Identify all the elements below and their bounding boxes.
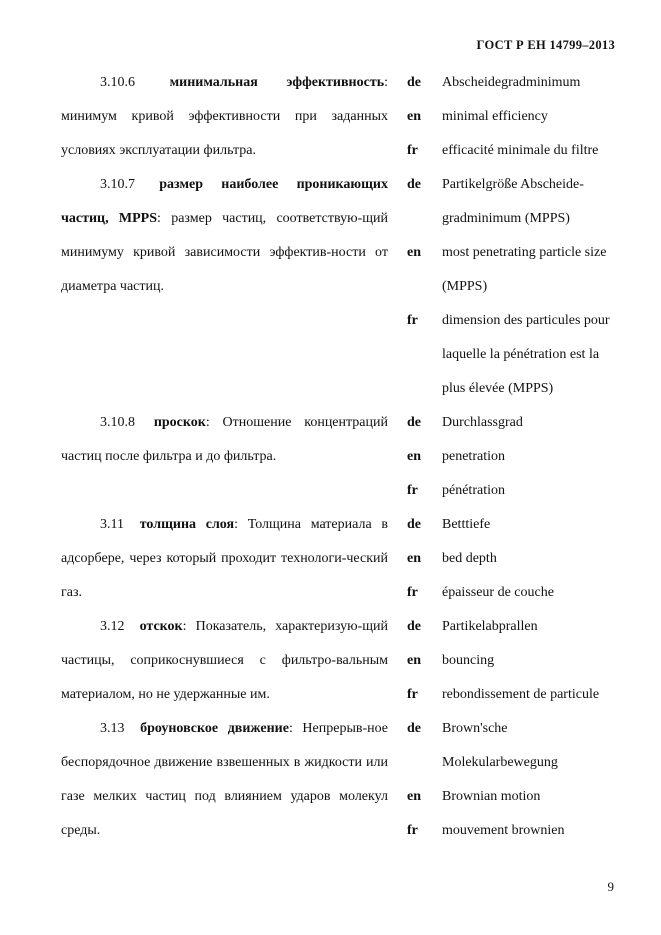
lang-code: fr [407, 687, 418, 702]
translation-text: dimension des particules pour [442, 313, 610, 328]
term-entry [61, 66, 631, 168]
term-name: броуновское движение [140, 721, 289, 736]
translation-de [388, 610, 631, 644]
translation-de [388, 406, 631, 440]
translation-text: mouvement brownien [442, 823, 565, 838]
translation-text: Partikelgröße Abscheide- [442, 177, 584, 192]
translation-text: bouncing [442, 653, 495, 668]
translation-de [388, 712, 631, 746]
translation-text: Abscheidegradminimum [442, 75, 581, 90]
term-entry [61, 712, 631, 848]
translation-text: minimal efficiency [442, 109, 548, 124]
term-entry [61, 610, 631, 712]
term-definition-ru [61, 712, 388, 848]
lang-code: en [407, 449, 421, 464]
term-number: 3.13 [100, 721, 125, 736]
term-translations [388, 406, 631, 508]
translation-text: pénétration [442, 483, 505, 498]
term-number: 3.11 [100, 517, 124, 532]
translation-text: Betttiefe [442, 517, 491, 532]
standard-header: ГОСТ Р ЕН 14799–2013 [476, 38, 615, 52]
term-name: минимальная эффективность [169, 75, 385, 90]
term-translations [388, 712, 631, 848]
term-name: отскок [139, 619, 183, 634]
translation-text: (MPPS) [442, 279, 488, 294]
translation-en [388, 780, 631, 814]
translation-text: bed depth [442, 551, 497, 566]
lang-code: de [407, 619, 421, 634]
term-name: проскок [153, 415, 206, 430]
lang-code: en [407, 245, 421, 260]
term-definition-ru [61, 610, 388, 712]
translation-text: gradminimum (MPPS) [442, 211, 570, 226]
page-number: 9 [607, 879, 614, 894]
translation-text: efficacité minimale du filtre [442, 143, 599, 158]
translation-de [388, 168, 631, 202]
term-entry [61, 168, 631, 406]
term-translations [388, 610, 631, 712]
translation-text: rebondissement de particule [442, 687, 600, 702]
terms-list [61, 66, 631, 848]
translation-de-cont [388, 202, 631, 236]
translation-fr [388, 304, 631, 338]
translation-en [388, 100, 631, 134]
lang-code: fr [407, 823, 418, 838]
translation-fr [388, 814, 631, 848]
translation-en [388, 440, 631, 474]
translation-en [388, 236, 631, 270]
term-number: 3.10.8 [100, 415, 135, 430]
term-definition: : минимум кривой эффективности при заданных условиях эксплуатации фильтра. [61, 75, 388, 158]
term-definition: : Отношение концентраций частиц после фильтра и до фильтра. [61, 415, 388, 464]
translation-text: épaisseur de couche [442, 585, 554, 600]
term-definition-ru [61, 66, 388, 168]
term-number: 3.12 [100, 619, 125, 634]
term-translations [388, 508, 631, 610]
translation-en-cont [388, 270, 631, 304]
term-translations [388, 66, 631, 168]
term-number: 3.10.7 [100, 177, 135, 192]
lang-code: en [407, 789, 421, 804]
lang-code: fr [407, 143, 418, 158]
translation-fr [388, 134, 631, 168]
term-entry [61, 508, 631, 610]
translation-fr-cont [388, 372, 631, 406]
lang-code: de [407, 177, 421, 192]
term-entry [61, 406, 631, 508]
translation-fr [388, 576, 631, 610]
lang-code: de [407, 75, 421, 90]
translation-text: laquelle la pénétration est la [442, 347, 600, 362]
translation-fr [388, 678, 631, 712]
term-definition-ru [61, 406, 388, 508]
term-number: 3.10.6 [100, 75, 135, 90]
translation-text: Brownian motion [442, 789, 541, 804]
lang-code: fr [407, 585, 418, 600]
lang-code: de [407, 721, 421, 736]
lang-code: en [407, 551, 421, 566]
translation-text: most penetrating particle size [442, 245, 607, 260]
translation-de [388, 66, 631, 100]
term-definition: : Показатель, характеризую-щий частицы, соприкоснувшиеся с фильтро-вальным материалом, но не удержанные им. [61, 619, 388, 702]
translation-fr-cont [388, 338, 631, 372]
lang-code: de [407, 415, 421, 430]
translation-text: Partikelabprallen [442, 619, 538, 634]
term-definition-ru [61, 168, 388, 406]
lang-code: en [407, 653, 421, 668]
translation-de [388, 508, 631, 542]
translation-text: Brown'sche [442, 721, 508, 736]
translation-text: Durchlassgrad [442, 415, 523, 430]
term-name: размер наиболее проникающих частиц, MPPS [61, 177, 388, 226]
lang-code: fr [407, 483, 418, 498]
translation-de-cont [388, 746, 631, 780]
translation-en [388, 644, 631, 678]
lang-code: de [407, 517, 421, 532]
term-name: толщина слоя [139, 517, 235, 532]
term-translations [388, 168, 631, 406]
translation-fr [388, 474, 631, 508]
term-definition-ru [61, 508, 388, 610]
lang-code: en [407, 109, 421, 124]
translation-en [388, 542, 631, 576]
lang-code: fr [407, 313, 418, 328]
term-definition: : Толщина материала в адсорбере, через который проходит технологи-ческий газ. [61, 517, 388, 600]
translation-text: penetration [442, 449, 505, 464]
term-definition: : размер частиц, соответствую-щий минимуму кривой зависимости эффектив-ности от диаметра частиц. [61, 211, 388, 294]
translation-text: plus élevée (MPPS) [442, 381, 554, 396]
translation-text: Molekularbewegung [442, 755, 558, 770]
term-definition: : Непрерыв-ное беспорядочное движение взвешенных в жидкости или газе мелких частиц под влиянием ударов молекул среды. [61, 721, 389, 838]
